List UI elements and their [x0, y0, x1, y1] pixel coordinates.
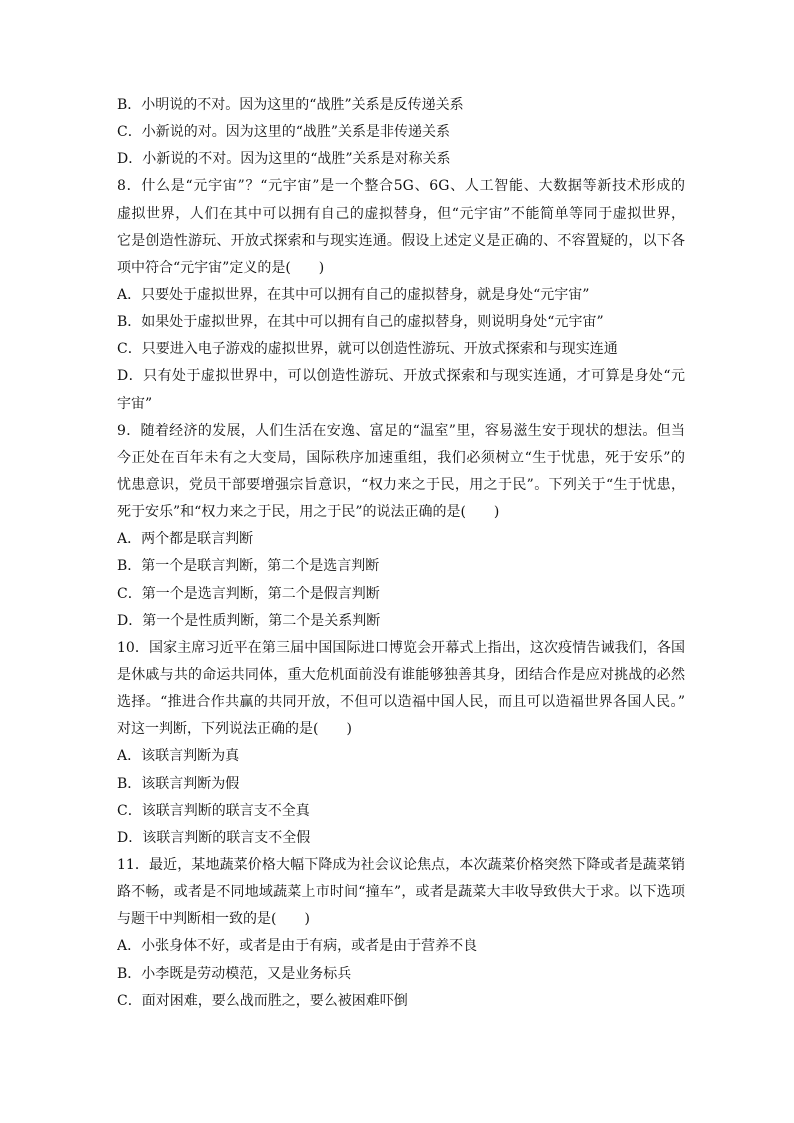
- option-c: C．面对困难，要么战而胜之，要么被困难吓倒: [117, 992, 408, 1009]
- question-8-line: 它是创造性游玩、开放式探索和与现实连通。假设上述定义是正确的、不容置疑的，以下各: [117, 232, 685, 249]
- option-b: B．小李既是劳动模范，又是业务标兵: [117, 965, 352, 982]
- text-line: B．小明说的不对。因为这里的“战胜”关系是反传递关系: [117, 97, 464, 113]
- option-d: D．只有处于虚拟世界中，可以创造性游玩、开放式探索和与现实连通，才可算是身处“元: [117, 368, 685, 385]
- option-a: A．小张身体不好，或者是由于有病，或者是由于营养不良: [117, 938, 478, 955]
- question-10-line: 对这一判断，下列说法正确的是( ): [117, 721, 352, 738]
- text-line: D．小新说的不对。因为这里的“战胜”关系是对称关系: [117, 151, 451, 168]
- text-line: C．小新说的对。因为这里的“战胜”关系是非传递关系: [117, 124, 451, 141]
- option-c: C．只要进入电子游戏的虚拟世界，就可以创造性游玩、开放式探索和与现实连通: [117, 341, 618, 358]
- question-10-line: 是休戚与共的命运共同体，重大危机面前没有谁能够独善其身，团结合作是应对挑战的必然: [117, 666, 685, 683]
- question-8-line: 项中符合“元宇宙”定义的是( ): [117, 259, 325, 276]
- option-d: D．第一个是性质判断，第二个是关系判断: [117, 612, 381, 629]
- option-d-continued: 宇宙”: [117, 395, 153, 412]
- option-b: B．第一个是联言判断，第二个是选言判断: [117, 558, 380, 575]
- option-a: A．两个都是联言判断: [117, 531, 254, 548]
- question-9-line: 今正处在百年未有之大变局，国际秩序加速重组，我们必须树立“生于忧患，死于安乐”的: [117, 449, 685, 466]
- question-10-line: 10．国家主席习近平在第三届中国国际进口博览会开幕式上指出，这次疫情告诫我们，各国: [117, 639, 685, 656]
- question-9-line: 忧患意识，党员干部要增强宗旨意识，“权力来之于民，用之于民”。下列关于“生于忧患，: [117, 476, 685, 493]
- option-c: C．该联言判断的联言支不全真: [117, 802, 310, 819]
- question-8-line: 8．什么是“元宇宙”？“元宇宙”是一个整合5G、6G、人工智能、大数据等新技术形成的: [117, 178, 685, 195]
- option-b: B．如果处于虚拟世界，在其中可以拥有自己的虚拟替身，则说明身处“元宇宙”: [117, 314, 604, 331]
- question-11-line: 与题干中判断相一致的是( ): [117, 911, 310, 928]
- option-a: A．只要处于虚拟世界，在其中可以拥有自己的虚拟替身，就是身处“元宇宙”: [117, 286, 590, 303]
- question-11-line: 路不畅，或者是不同地域蔬菜上市时间“撞车”，或者是蔬菜大丰收导致供大于求。以下选项: [117, 884, 685, 901]
- question-11-line: 11．最近，某地蔬菜价格大幅下降成为社会议论焦点，本次蔬菜价格突然下降或者是蔬菜销: [117, 856, 685, 873]
- question-9-line: 死于安乐”和“权力来之于民，用之于民”的说法正确的是( ): [117, 504, 500, 521]
- document-page: [117, 92, 685, 1015]
- question-9-line: 9．随着经济的发展，人们生活在安逸、富足的“温室”里，容易滋生安于现状的想法。但当: [117, 422, 685, 439]
- option-b: B．该联言判断为假: [117, 775, 240, 792]
- option-c: C．第一个是选言判断，第二个是假言判断: [117, 585, 380, 602]
- question-10-line: 选择。“推进合作共赢的共同开放，不但可以造福中国人民，而且可以造福世界各国人民。”: [117, 694, 685, 711]
- question-8-line: 虚拟世界，人们在其中可以拥有自己的虚拟替身，但“元宇宙”不能简单等同于虚拟世界，: [117, 205, 685, 222]
- option-d: D．该联言判断的联言支不全假: [117, 829, 311, 846]
- option-a: A．该联言判断为真: [117, 748, 240, 765]
